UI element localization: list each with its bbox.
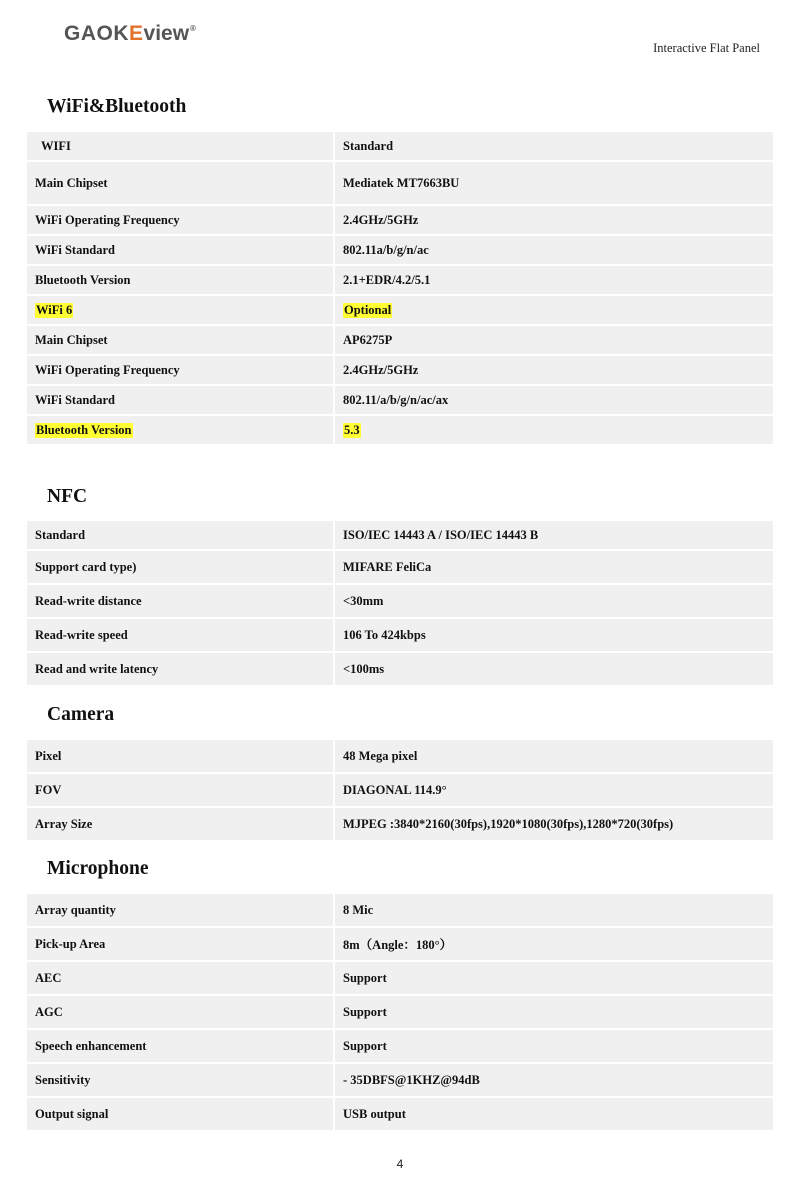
spec-value: 8 Mic <box>335 894 773 926</box>
spec-label: Output signal <box>27 1098 333 1130</box>
spec-label <box>27 416 333 444</box>
spec-label: WIFI <box>27 132 333 160</box>
spec-value <box>335 296 773 324</box>
section-title-nfc: NFC <box>47 486 88 507</box>
spec-value <box>335 416 773 444</box>
table-row <box>27 266 773 294</box>
table-row <box>27 326 773 354</box>
table-row <box>27 619 773 651</box>
spec-value: 2.4GHz/5GHz <box>335 356 773 384</box>
highlighted-text: Bluetooth Version <box>36 422 132 437</box>
spec-value: AP6275P <box>335 326 773 354</box>
spec-label: AEC <box>27 962 333 994</box>
table-row <box>27 740 773 772</box>
spec-label: WiFi Operating Frequency <box>27 206 333 234</box>
table-row <box>27 808 773 840</box>
spec-value: Support <box>335 1030 773 1062</box>
logo-accent-text: E <box>129 22 144 45</box>
spec-value: <30mm <box>335 585 773 617</box>
registered-mark: ® <box>190 24 197 33</box>
table-row <box>27 774 773 806</box>
table-row <box>27 162 773 204</box>
spec-value: - 35DBFS@1KHZ@94dB <box>335 1064 773 1096</box>
highlighted-text: Optional <box>344 302 392 317</box>
spec-label: Main Chipset <box>27 162 333 204</box>
table-row <box>27 1064 773 1096</box>
spec-label: FOV <box>27 774 333 806</box>
section-title-microphone: Microphone <box>47 858 149 879</box>
table-row <box>27 585 773 617</box>
spec-value: 8m（Angle：180°） <box>335 928 773 960</box>
table-row <box>27 1098 773 1130</box>
spec-label: Read and write latency <box>27 653 333 685</box>
spec-table-camera <box>27 740 773 842</box>
spec-table-nfc <box>27 521 773 687</box>
spec-label: Bluetooth Version <box>27 266 333 294</box>
spec-label: Pick-up Area <box>27 928 333 960</box>
spec-label: Array Size <box>27 808 333 840</box>
table-row <box>27 962 773 994</box>
document-header-title: Interactive Flat Panel <box>653 41 760 55</box>
spec-value: Support <box>335 962 773 994</box>
spec-value: <100ms <box>335 653 773 685</box>
spec-value: DIAGONAL 114.9° <box>335 774 773 806</box>
spec-value: 802.11a/b/g/n/ac <box>335 236 773 264</box>
spec-value: 106 To 424kbps <box>335 619 773 651</box>
table-row <box>27 236 773 264</box>
spec-label: AGC <box>27 996 333 1028</box>
highlighted-text: WiFi 6 <box>36 302 73 317</box>
spec-label: Standard <box>27 521 333 549</box>
spec-label: Speech enhancement <box>27 1030 333 1062</box>
spec-value: MIFARE FeliCa <box>335 551 773 583</box>
page-number: 4 <box>396 1157 404 1171</box>
spec-label: Read-write speed <box>27 619 333 651</box>
table-row <box>27 132 773 160</box>
spec-label <box>27 296 333 324</box>
brand-logo <box>64 22 196 46</box>
spec-label: Sensitivity <box>27 1064 333 1096</box>
spec-value: MJPEG :3840*2160(30fps),1920*1080(30fps),1280*720(30fps) <box>335 808 773 840</box>
spec-label: WiFi Standard <box>27 236 333 264</box>
spec-value: 2.1+EDR/4.2/5.1 <box>335 266 773 294</box>
table-row <box>27 206 773 234</box>
spec-value: 2.4GHz/5GHz <box>335 206 773 234</box>
spec-table-microphone <box>27 894 773 1132</box>
section-title-camera: Camera <box>47 704 115 725</box>
section-title-wifi-bluetooth: WiFi&Bluetooth <box>47 96 187 117</box>
table-row <box>27 1030 773 1062</box>
spec-table-wifi-bluetooth <box>27 132 773 446</box>
logo-main-text: GAOK <box>64 22 129 45</box>
spec-value: Support <box>335 996 773 1028</box>
spec-value: 802.11/a/b/g/n/ac/ax <box>335 386 773 414</box>
spec-value: ISO/IEC 14443 A / ISO/IEC 14443 B <box>335 521 773 549</box>
table-row <box>27 416 773 444</box>
spec-value: Standard <box>335 132 773 160</box>
table-row <box>27 551 773 583</box>
spec-value: USB output <box>335 1098 773 1130</box>
table-row <box>27 996 773 1028</box>
table-row <box>27 521 773 549</box>
table-row <box>27 356 773 384</box>
table-row <box>27 928 773 960</box>
logo-tail-text: view <box>143 22 190 45</box>
spec-label: WiFi Operating Frequency <box>27 356 333 384</box>
spec-value: 48 Mega pixel <box>335 740 773 772</box>
spec-label: WiFi Standard <box>27 386 333 414</box>
table-row <box>27 296 773 324</box>
spec-label: Support card type) <box>27 551 333 583</box>
spec-label: Main Chipset <box>27 326 333 354</box>
spec-label: Read-write distance <box>27 585 333 617</box>
table-row <box>27 386 773 414</box>
spec-value: Mediatek MT7663BU <box>335 162 773 204</box>
spec-label: Pixel <box>27 740 333 772</box>
spec-label: Array quantity <box>27 894 333 926</box>
table-row <box>27 653 773 685</box>
table-row <box>27 894 773 926</box>
highlighted-text: 5.3 <box>344 422 360 437</box>
